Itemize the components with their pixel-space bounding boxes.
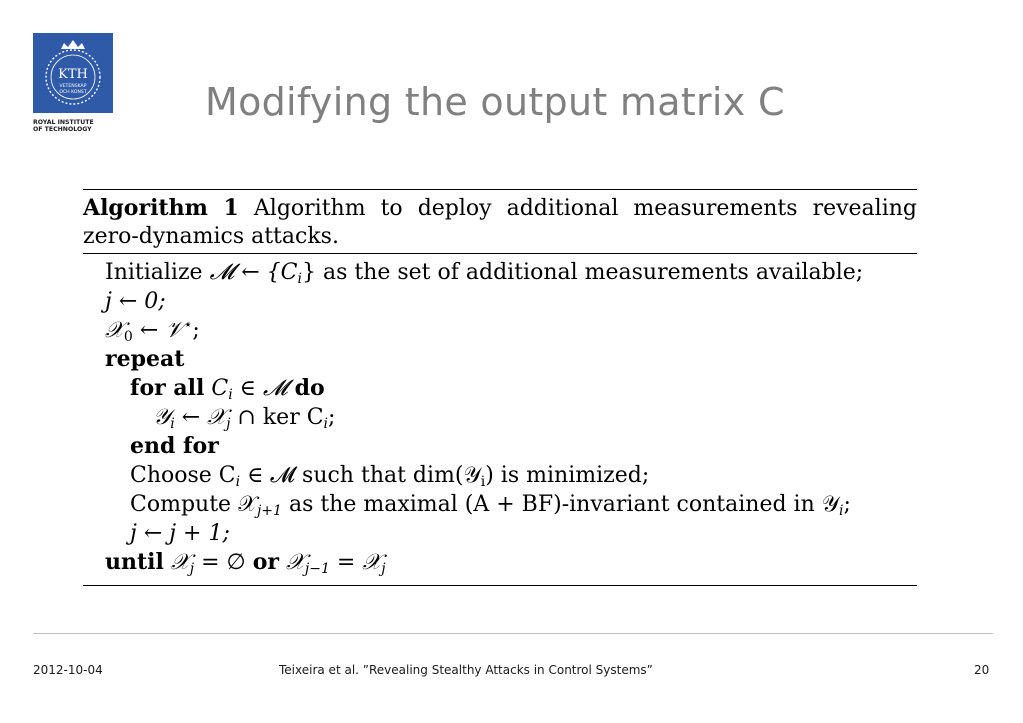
bottom-rule: [83, 585, 917, 586]
algo-line-7: end for: [130, 433, 219, 459]
footer-date: 2012-10-04: [33, 663, 103, 677]
kth-logo: [33, 33, 113, 133]
algorithm-label: Algorithm 1: [83, 195, 239, 221]
logo-subtext-1: VETENSKAP: [59, 84, 87, 89]
algo-line-5: for all $C_i$ ∈ 𝓜 do: [130, 375, 325, 403]
logo-subtext-2: OCH KONST: [59, 90, 87, 95]
footer-rule: [33, 633, 993, 634]
algo-line-10: j ← j + 1;: [130, 521, 230, 546]
algorithm-box: [83, 189, 917, 586]
algorithm-caption-text: Algorithm to deploy additional measurements revealing zero-dynamics attacks.: [83, 196, 917, 249]
kth-crest-icon: [33, 33, 113, 113]
algo-line-11: until 𝒳$_j$ = ∅ or 𝒳$_{j-1}$ = 𝒳$_j$: [105, 549, 386, 577]
algo-line-6: 𝒴$_i$ ← 𝒳$_j$ ∩ ker $C_i$;: [153, 405, 336, 432]
algo-line-2: j ← 0;: [105, 289, 166, 314]
logo-caption: ROYAL INSTITUTE OF TECHNOLOGY: [33, 119, 94, 133]
footer-citation: Teixeira et al. ”Revealing Stealthy Attacks in Control Systems”: [279, 663, 653, 677]
algo-line-4: repeat: [105, 346, 185, 372]
algo-line-3: 𝒳$_0$ ← 𝒱⋆;: [105, 317, 200, 345]
algorithm-caption: [83, 190, 917, 253]
page-number: 20: [974, 663, 990, 677]
slide-title: Modifying the output matrix C: [205, 80, 785, 124]
algorithm-body: [83, 254, 917, 585]
algo-line-1: Initialize 𝓜 ← $\{C_i\}$ as the set of additional measurements available;: [105, 260, 864, 287]
algo-line-9: Compute 𝒳$_{j+1}$ as the maximal (A + BF)-invariant contained in 𝒴$_i$;: [130, 492, 851, 519]
logo-text: KTH: [58, 67, 88, 82]
algo-line-8: Choose $C_i$ ∈ 𝓜 such that dim(𝒴$_i$) is minimized;: [130, 463, 650, 490]
